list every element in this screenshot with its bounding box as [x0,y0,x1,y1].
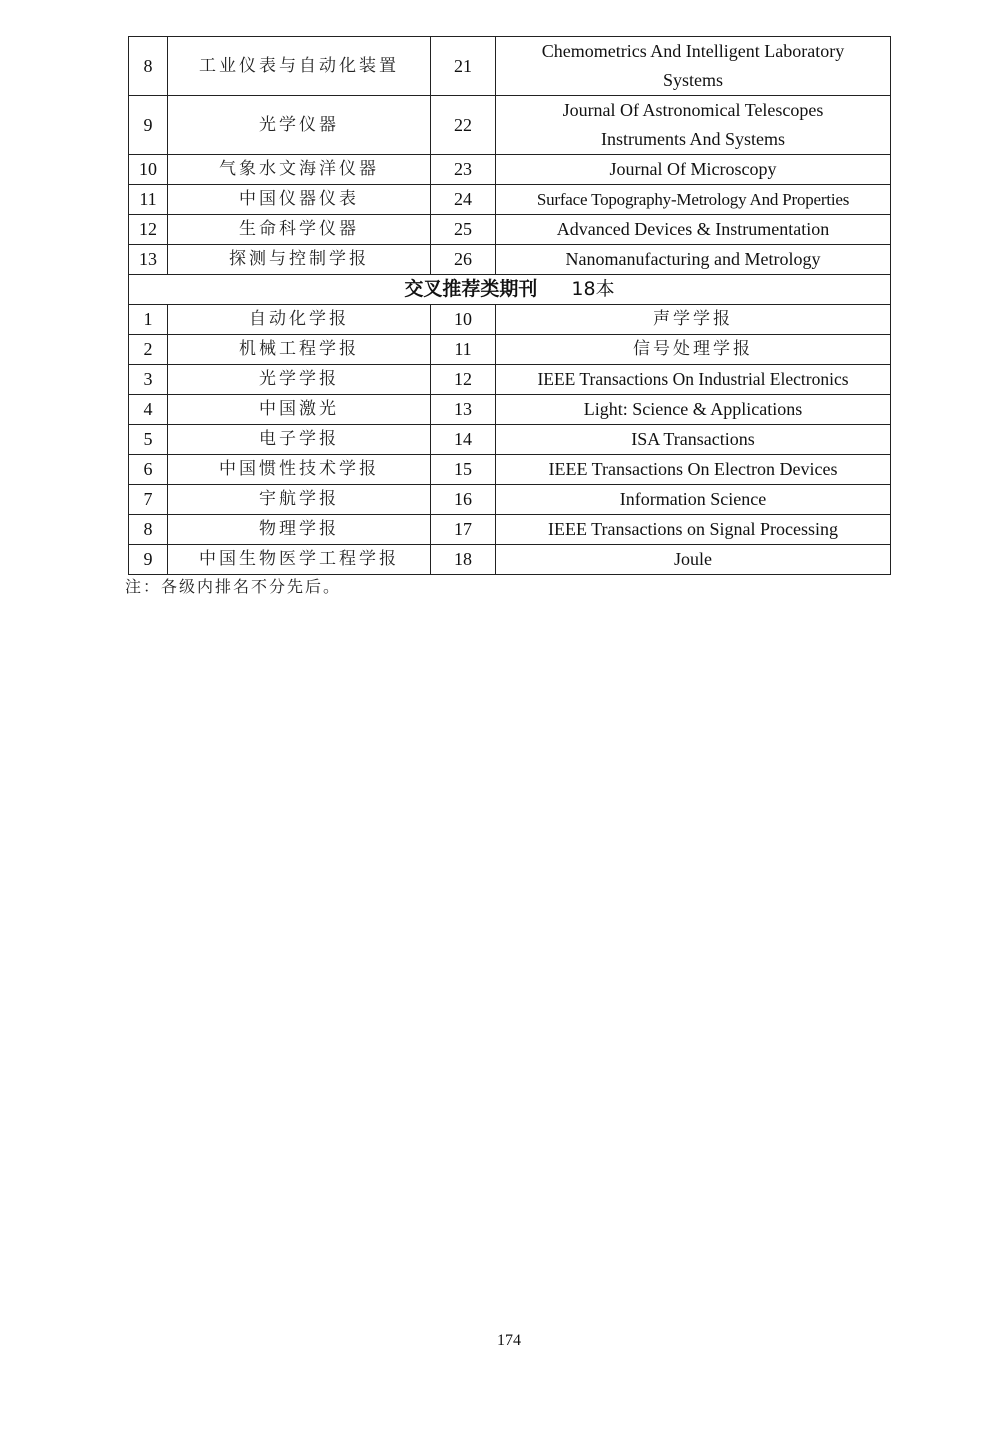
right-index: 18 [431,545,496,575]
right-journal-name: Journal Of Microscopy [496,155,891,185]
section-count: 18本 [571,278,615,300]
left-index: 11 [129,185,168,215]
footnote: 注：各级内排名不分先后。 [125,577,342,596]
left-journal-name: 物理学报 [168,515,431,545]
left-index: 2 [129,335,168,365]
table-row [129,365,891,395]
right-index: 22 [431,96,496,155]
left-journal-name: 机械工程学报 [168,335,431,365]
right-journal-name: Light: Science & Applications [496,395,891,425]
left-index: 13 [129,245,168,275]
right-journal-name: Nanomanufacturing and Metrology [496,245,891,275]
right-index: 14 [431,425,496,455]
left-index: 7 [129,485,168,515]
journal-table [128,36,891,575]
right-journal-name: IEEE Transactions On Industrial Electronics [496,365,891,395]
right-index: 25 [431,215,496,245]
table-row [129,96,891,155]
right-index: 16 [431,485,496,515]
table-row [129,545,891,575]
left-journal-name: 宇航学报 [168,485,431,515]
left-journal-name: 探测与控制学报 [168,245,431,275]
right-journal-name: 声学学报 [496,305,891,335]
left-journal-name: 中国生物医学工程学报 [168,545,431,575]
right-index: 17 [431,515,496,545]
left-journal-name: 生命科学仪器 [168,215,431,245]
right-index: 11 [431,335,496,365]
right-journal-name: Chemometrics And Intelligent Laboratory Systems [496,37,891,96]
section-header-row [129,275,891,305]
right-index: 23 [431,155,496,185]
section-title: 交叉推荐类期刊 [404,278,538,300]
right-journal-name: ISA Transactions [496,425,891,455]
left-index: 6 [129,455,168,485]
right-index: 10 [431,305,496,335]
right-index: 13 [431,395,496,425]
right-index: 24 [431,185,496,215]
left-journal-name: 中国惯性技术学报 [168,455,431,485]
right-journal-name: Journal Of Astronomical Telescopes Instruments And Systems [496,96,891,155]
table-row [129,335,891,365]
left-index: 1 [129,305,168,335]
table-row [129,215,891,245]
table-row [129,245,891,275]
left-journal-name: 气象水文海洋仪器 [168,155,431,185]
table-row [129,155,891,185]
table-row [129,37,891,96]
right-journal-name: 信号处理学报 [496,335,891,365]
left-index: 3 [129,365,168,395]
right-index: 15 [431,455,496,485]
left-journal-name: 光学仪器 [168,96,431,155]
right-journal-name: IEEE Transactions On Electron Devices [496,455,891,485]
right-index: 12 [431,365,496,395]
left-journal-name: 自动化学报 [168,305,431,335]
section-header [129,275,891,305]
right-journal-name: Information Science [496,485,891,515]
right-journal-name: IEEE Transactions on Signal Processing [496,515,891,545]
table-row [129,185,891,215]
right-journal-name: Surface Topography-Metrology And Properties [496,185,891,215]
left-journal-name: 电子学报 [168,425,431,455]
left-index: 8 [129,37,168,96]
left-index: 5 [129,425,168,455]
left-journal-name: 光学学报 [168,365,431,395]
left-journal-name: 工业仪表与自动化装置 [168,37,431,96]
left-index: 9 [129,96,168,155]
left-index: 8 [129,515,168,545]
left-index: 10 [129,155,168,185]
table-row [129,425,891,455]
right-journal-name: Joule [496,545,891,575]
left-index: 9 [129,545,168,575]
page-number: 174 [497,1332,521,1349]
left-index: 4 [129,395,168,425]
table-row [129,485,891,515]
table-row [129,455,891,485]
left-journal-name: 中国仪器仪表 [168,185,431,215]
right-index: 21 [431,37,496,96]
right-index: 26 [431,245,496,275]
left-index: 12 [129,215,168,245]
left-journal-name: 中国激光 [168,395,431,425]
table-row [129,395,891,425]
table-row [129,515,891,545]
table-row [129,305,891,335]
right-journal-name: Advanced Devices & Instrumentation [496,215,891,245]
